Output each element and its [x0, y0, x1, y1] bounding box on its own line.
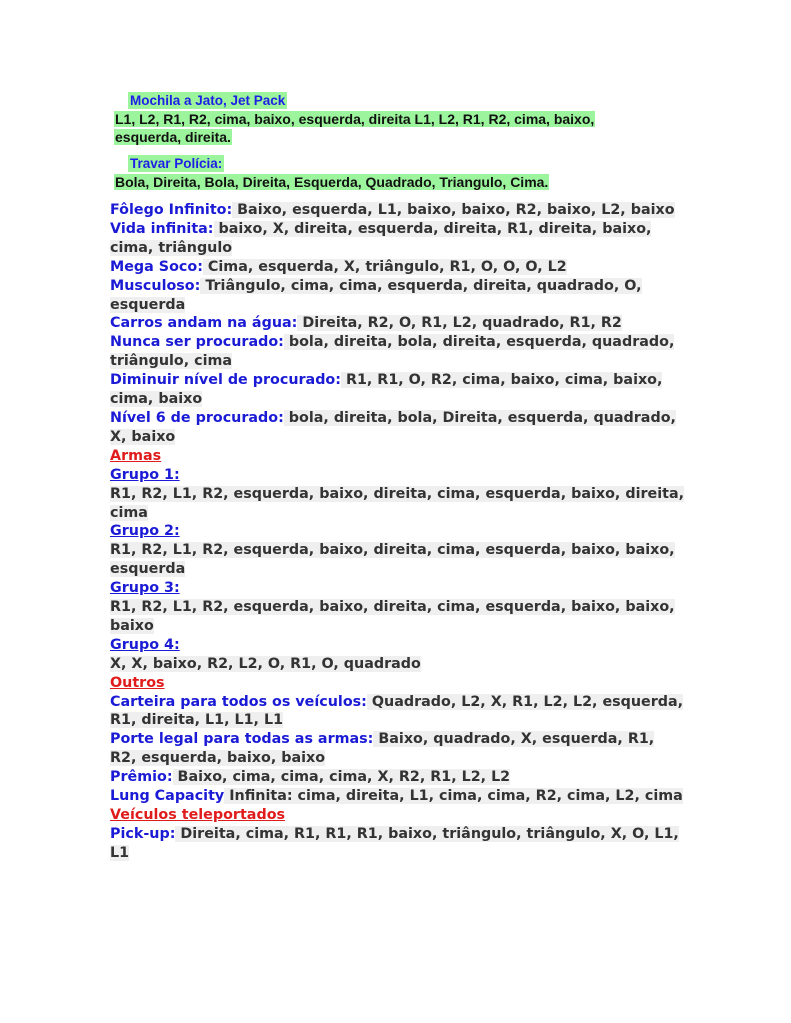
weapon-group-code-text: R1, R2, L1, R2, esquerda, baixo, direita, cima, esquerda, baixo, baixo, esquerda	[110, 542, 675, 578]
cheat-code: Direita, cima, R1, R1, R1, baixo, triângulo, triângulo, X, O, L1, L1	[110, 825, 679, 861]
weapon-group-label: Grupo 2:	[110, 523, 180, 540]
cheat-code: bola, direita, bola, Direita, esquerda, quadrado, X, baixo	[110, 409, 676, 445]
cheat-label: Mega Soco:	[110, 258, 203, 275]
cheat-code: Cima, esquerda, X, triângulo, R1, O, O, O, L2	[202, 258, 567, 275]
cheat-label: Prêmio:	[110, 769, 173, 786]
jetpack-block	[114, 92, 654, 146]
cheat-entry	[110, 693, 685, 731]
weapon-group-label: Grupo 4:	[110, 636, 180, 653]
cheat-code: Baixo, esquerda, L1, baixo, baixo, R2, baixo, L2, baixo	[232, 202, 675, 218]
cheat-code: Infinita: cima, direita, L1, cima, cima, R2, cima, L2, cima	[224, 788, 683, 805]
section-heading-armas: Armas	[110, 447, 162, 464]
jetpack-title: Mochila a Jato, Jet Pack	[130, 93, 286, 108]
weapon-group-code-text: R1, R2, L1, R2, esquerda, baixo, direita, cima, esquerda, baixo, direita, cima	[110, 485, 685, 521]
cheat-code: bola, direita, bola, direita, esquerda, quadrado, triângulo, cima	[110, 334, 675, 370]
cheat-entry	[110, 825, 685, 863]
cheat-label: Lung Capacity	[110, 788, 225, 805]
cheat-entry	[110, 314, 685, 333]
cheat-label: Nível 6 de procurado:	[110, 409, 284, 426]
cheat-list	[110, 201, 685, 863]
weapon-group-label: Grupo 3:	[110, 580, 180, 597]
weapon-group-code-text: X, X, baixo, R2, L2, O, R1, O, quadrado	[110, 655, 421, 672]
cheat-entry	[110, 787, 685, 806]
police-block	[114, 155, 654, 191]
cheat-entry	[110, 277, 685, 315]
cheat-label: Carros andam na água:	[110, 315, 298, 332]
cheat-entry	[110, 768, 685, 787]
cheat-code: baixo, X, direita, esquerda, direita, R1, direita, baixo, cima, triângulo	[110, 220, 652, 256]
cheat-label: Porte legal para todas as armas:	[110, 731, 374, 748]
weapon-group-code	[110, 541, 685, 579]
weapon-group-code	[110, 655, 685, 674]
jetpack-code: L1, L2, R1, R2, cima, baixo, esquerda, direita L1, L2, R1, R2, cima, baixo, esquerda, direita.	[115, 111, 595, 145]
cheat-label: Nunca ser procurado:	[110, 334, 284, 351]
police-code: Bola, Direita, Bola, Direita, Esquerda, Quadrado, Triangulo, Cima.	[115, 174, 549, 190]
cheat-label: Musculoso:	[110, 277, 201, 294]
weapon-group-label: Grupo 1:	[110, 466, 180, 483]
cheat-entry	[110, 220, 685, 258]
cheat-entry	[110, 409, 685, 447]
police-title: Travar Polícia:	[130, 156, 223, 171]
cheat-entry	[110, 730, 685, 768]
cheat-code: Baixo, cima, cima, cima, X, R2, R1, L2, L2	[172, 769, 511, 786]
cheat-label: Diminuir nível de procurado:	[110, 372, 341, 389]
cheat-entry	[110, 371, 685, 409]
cheat-label: Carteira para todos os veículos:	[110, 693, 367, 710]
cheat-label: Fôlego Infinito:	[110, 202, 233, 218]
cheat-entry	[110, 201, 685, 220]
cheat-entry	[110, 258, 685, 277]
cheat-code: Direita, R2, O, R1, L2, quadrado, R1, R2	[297, 315, 622, 332]
section-heading-veiculos: Veículos teleportados	[110, 807, 286, 823]
cheat-code: Baixo, quadrado, X, esquerda, R1, R2, esquerda, baixo, baixo	[110, 731, 655, 767]
cheat-label: Pick-up:	[110, 825, 176, 842]
cheat-code: Quadrado, L2, X, R1, L2, L2, esquerda, R1, direita, L1, L1, L1	[110, 693, 684, 729]
weapon-group-code-text: R1, R2, L1, R2, esquerda, baixo, direita, cima, esquerda, baixo, baixo, baixo	[110, 599, 675, 634]
cheat-label: Vida infinita:	[110, 220, 214, 237]
section-heading-outros: Outros	[110, 674, 165, 691]
cheat-entry	[110, 333, 685, 371]
cheat-code: Triângulo, cima, cima, esquerda, direita, quadrado, O, esquerda	[110, 277, 642, 313]
weapon-group-code	[110, 598, 685, 636]
cheat-code: R1, R1, O, R2, cima, baixo, cima, baixo, cima, baixo	[110, 372, 663, 408]
weapon-group-code	[110, 485, 685, 523]
